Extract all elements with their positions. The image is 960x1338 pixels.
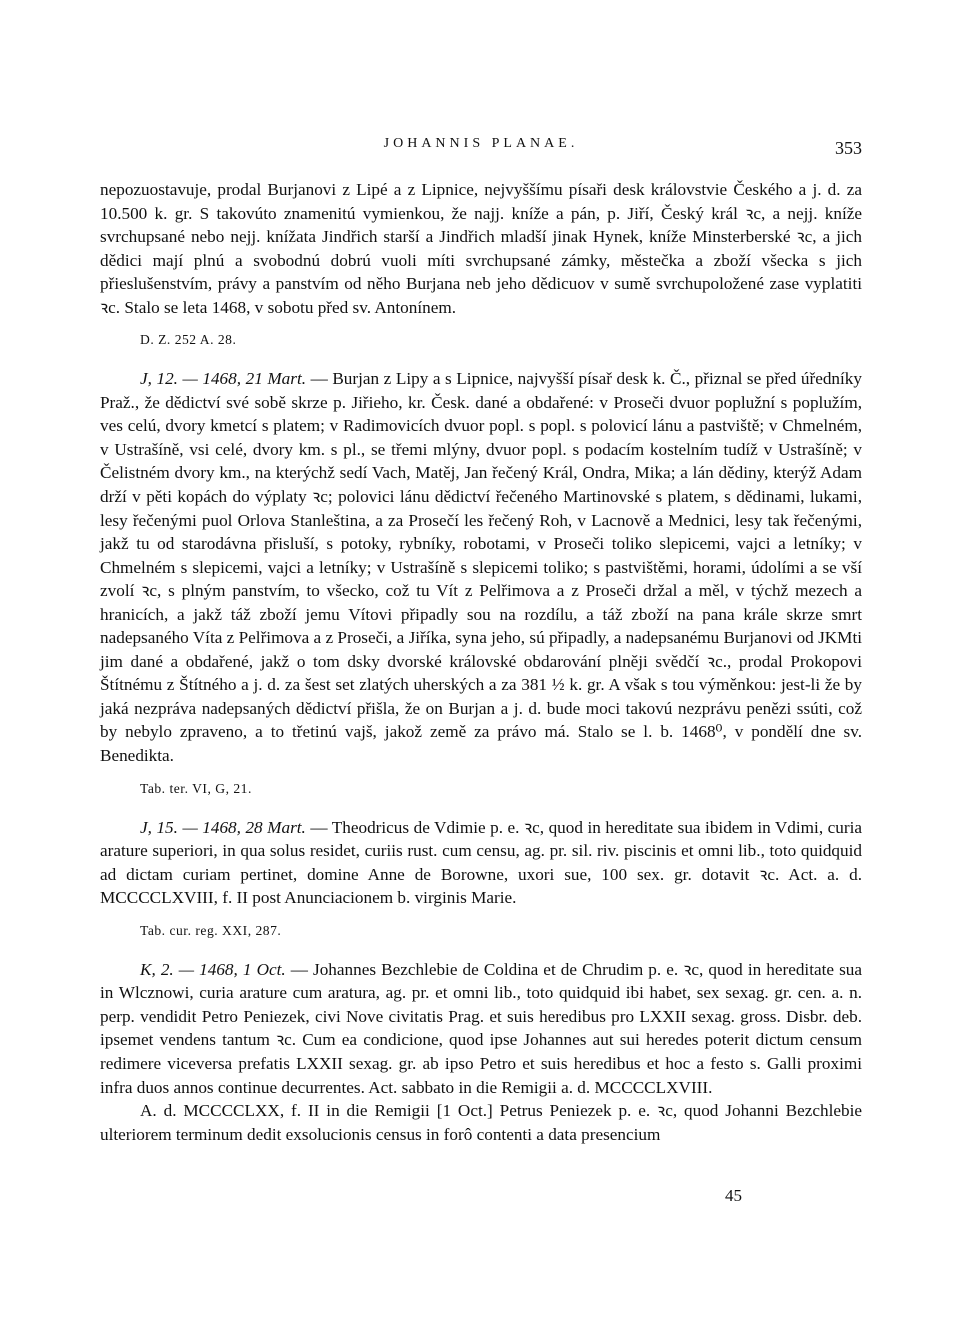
entry-reference-3: J, 15. — 1468, 28 Mart.	[140, 817, 306, 837]
source-citation-2: Tab. ter. VI, G, 21.	[140, 780, 252, 796]
entry-reference-2: J, 12. — 1468, 21 Mart.	[140, 369, 307, 389]
paragraph-5: A. d. MCCCCLXX, f. II in die Remigii [1 Oct.] Petrus Peniezek p. e. ꝛc, quod Johanni Bezchlebie ulteriorem terminum dedit exsolucionis census in forô contenti a data presencium	[100, 1101, 862, 1144]
page-number: 353	[835, 138, 862, 158]
signature-mark: 45	[725, 1186, 742, 1205]
entry-reference-4: K, 2. — 1468, 1 Oct.	[140, 959, 286, 979]
page-body	[100, 178, 862, 1146]
paragraph-4	[100, 958, 862, 1099]
entry-text-2: — Burjan z Lipy a s Lipnice, najvyšší písař desk k. Č., přiznal se před úředníky Praž., že dědictví své sobě skrze p. Jiřieho, kr. Česk. dané a obdařené: v Proseči dvuor poplužní s poplužím, ves celú, dvory kmetcí s platem; v Radimovicích dvuor popl. s popl. s polovicí lánu a pastviště; v Chmelném, v Ustrašíně, vsi celé, dvory km. s pl., se třemi mlýny, dvuor popl. s podacím kostelním tudíž v Ustrašíně; v Čelistném dvory km., na kterýchž sedí Vach, Matěj, Jan řečený Král, Ondra, Mika; a lán dědiny, kterýž Adam drží v pěti kopách do výplaty ꝛc; polovici lánu dědictví řečeného Martinovské s platem, s dědinami, lukami, lesy řečenými puol Orlova Stanleština, a za Prosečí les řečený Roh, v Lacnově a Mednici, lesy tak řečenými, jakž tu od starodávna přisluší, s potoky, rybníky, robotami, v Proseči toliko slepicemi, vajci a letníky; v Chmelném s slepicemi, vajci a letníky; v Ustrašíně s slepicemi toliko; s pastvištěmi, horami, údolími a se vší zvolí ꝛc, s plným panstvím, to všecko, což tu Vít z Pelřimova a z Proseči držal a měl, v týchž mezech a hranicích, a jakž táž zboží jemu Vítovi připadly sou na rozdílu, a táž zboží na pana krále skrze smrt nadepsaného Víta z Pelřimova a z Proseči, a Jiříka, syna jeho, sú připadly, a nadepsanému Burjanovi od JKMti jim dané a obdařené, jakž o tom dsky dvorské královské obdarování plněji svědčí ꝛc., prodal Prokopovi Štítnému z Štítného a j. d. za šest set zlatých uherských a za 381 ½ k. gr. A však s tou výměnkou: jest-li že by jaká nezpráva nadepsaných dědictví přišla, že on Burjan a j. d. bude moci takovú nezprávu penězi ssúti, což by nebylo zpraveno, a to třetinú vajš, jakož země za právo má. Stalo se l. b. 1468⁰, v pondělí dne sv. Benedikta.	[100, 369, 862, 766]
paragraph-3	[100, 816, 862, 910]
entry-text-3: — Theodricus de Vdimie p. e. ꝛc, quod in hereditate sua ibidem in Vdimi, curia arature superiori, in qua solus residet, curiis rust. cum censu, ag. pr. sil. riv. piscinis et omni lib., toto quidquid ad dictam curiam pertinet, domine Anne de Borowne, uxori sue, 100 sex. gr. dotavit ꝛc. Act. a. d. MCCCCLXVIII, f. II post Anunciacionem b. virginis Marie.	[100, 817, 862, 908]
page-header	[100, 136, 862, 160]
source-citation-1: D. Z. 252 A. 28.	[140, 332, 237, 348]
running-title: JOHANNIS PLANAE.	[383, 136, 579, 151]
paragraph-2	[100, 367, 862, 767]
paragraph-1: nepozuostavuje, prodal Burjanovi z Lipé a z Lipnice, nejvyššímu písaři desk královstvie Českého a j. d. za 10.500 k. gr. S takovúto znamenitú vymienkou, že najj. kníže a pán, p. Jiří, Český král ꝛc, a nejj. kníže svrchupsané nebo nejj. knížata Jindřich starší a Jindřich mladší jinak Hynek, kníže Minsterberské ꝛc, a jich dědici mají plnú a svobodnú dobrú vuoli míti svrchupsané zámky, městečka a zboží všecka s jich přieslušenstvím, právy a panstvím od něho Burjana neb jeho dědicuov v sumě svrchupoložené zase vyplatiti ꝛc. Stalo se leta 1468, v sobotu před sv. Antonínem.	[100, 180, 862, 317]
source-citation-3: Tab. cur. reg. XXI, 287.	[140, 922, 282, 938]
entry-text-4: — Johannes Bezchlebie de Coldina et de Chrudim p. e. ꝛc, quod in hereditate sua in Wlcznowi, curia arature cum aratura, ag. pr. et omni lib., toto quidquid ibi habet, sex sexag. gr. cen. a. n. perp. vendidit Petro Peniezek, civi Nove civitatis Prag. et suis heredibus pro LXXII sexag. gross. Disbr. deb. ipsemet vendens tantum ꝛc. Cum ea condicione, quod ipse Johannes aut sui heredes poterit dictum censum redimere viceversa prefatis LXXII sexag. gr. ab ipso Petro et suis heredibus et hoc a festo s. Galli proximi infra duos annos continue decurrentes. Act. sabbato in die Remigii a. d. MCCCCLXVIII.	[100, 959, 863, 1097]
